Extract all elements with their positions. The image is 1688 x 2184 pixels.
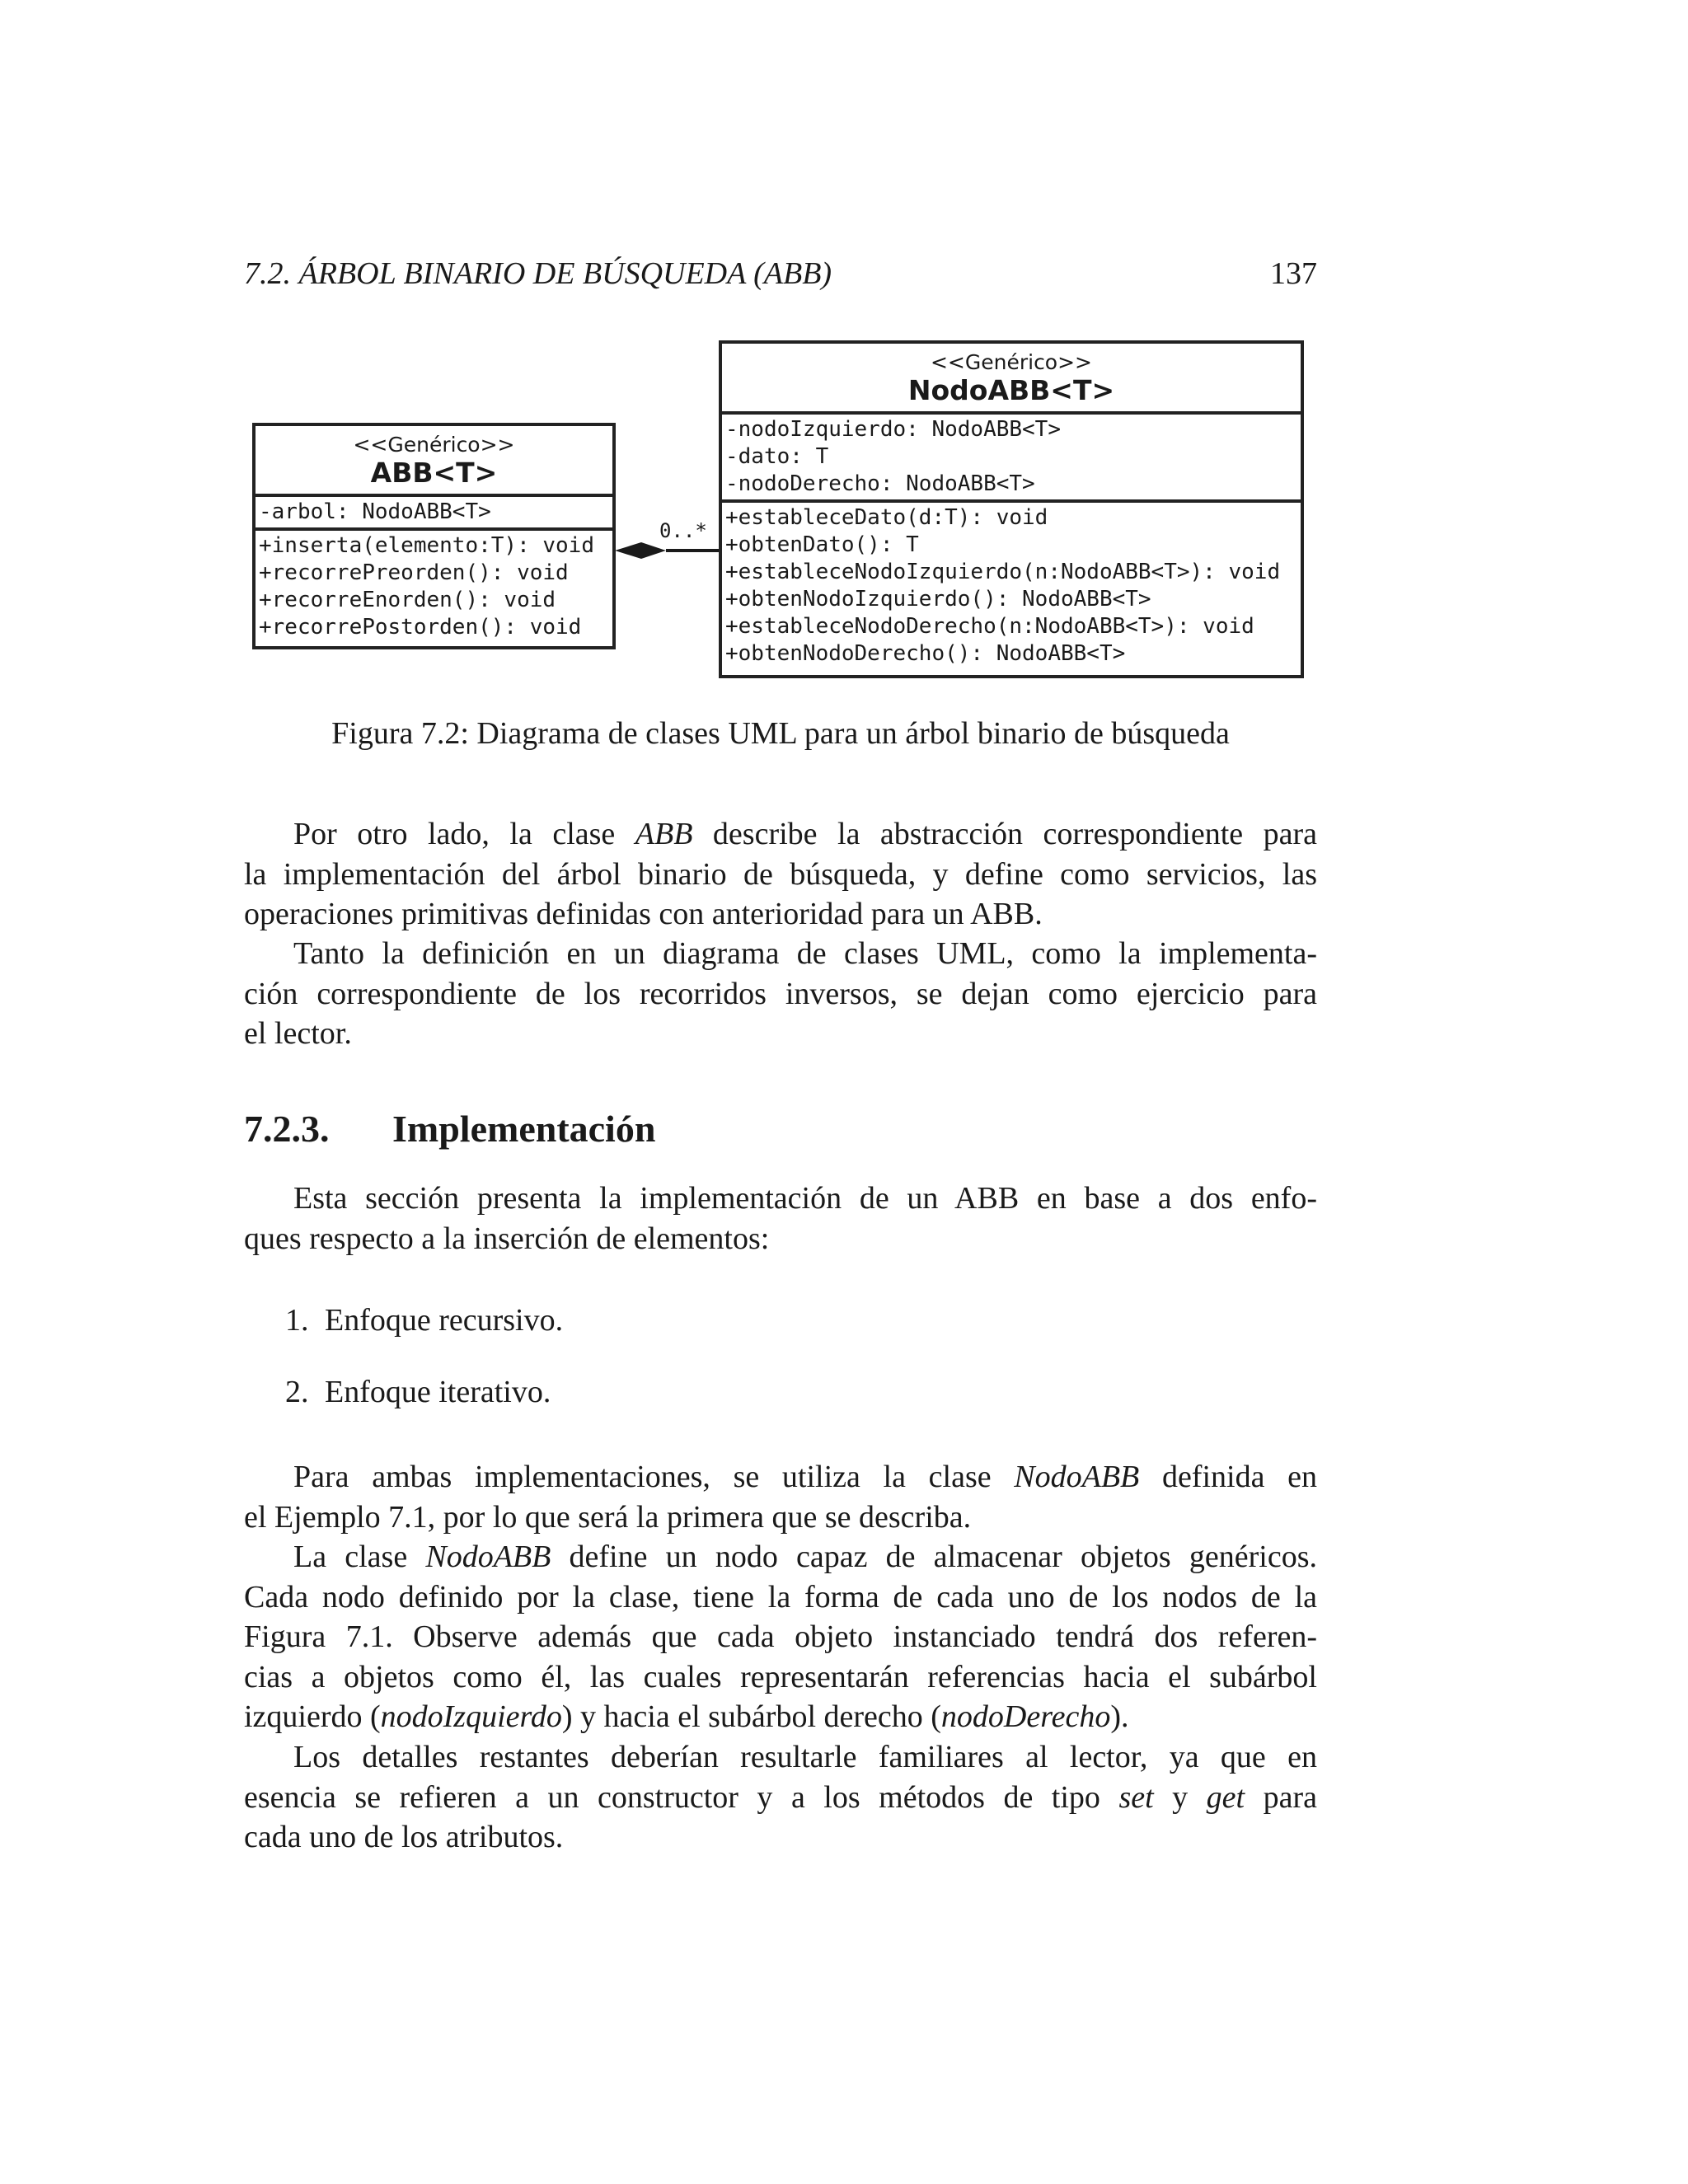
text-line: operaciones primitivas definidas con anterioridad para un ABB. xyxy=(244,897,1043,931)
attribute: -arbol: NodoABB<T> xyxy=(259,499,491,524)
text-line: izquierdo (nodoIzquierdo) y hacia el subárbol derecho (nodoDerecho). xyxy=(244,1699,1129,1734)
methods-section xyxy=(722,503,1301,669)
text-line: el lector. xyxy=(244,1016,352,1051)
text-line: esencia se refieren a un constructor y a los métodos de tipo set y get para xyxy=(244,1779,1318,1815)
text-line: Figura 7.1. Observe además que cada objeto instanciado tendrá dos referen- xyxy=(244,1619,1317,1654)
class-name: ABB<T> xyxy=(370,457,498,489)
uml-class-abb xyxy=(252,423,616,649)
page-number: 137 xyxy=(1270,256,1317,291)
method: +recorrePreorden(): void xyxy=(259,560,569,585)
section-title: Implementación xyxy=(392,1108,656,1150)
text-line: el Ejemplo 7.1, por lo que será la primera que se describa. xyxy=(244,1499,972,1535)
uml-class-header xyxy=(722,344,1301,415)
method: +obtenNodoIzquierdo(): NodoABB<T> xyxy=(725,587,1151,612)
method: +recorreEnorden(): void xyxy=(259,588,556,612)
text-line: ques respecto a la inserción de elementos: xyxy=(244,1221,770,1256)
stereotype-label: <<Genérico>> xyxy=(930,350,1093,374)
attribute: -nodoDerecho: NodoABB<T> xyxy=(725,471,1035,496)
attribute: -dato: T xyxy=(725,444,829,469)
uml-class-nodoabb xyxy=(719,340,1304,678)
paragraph xyxy=(244,814,1317,935)
figure-caption: Figura 7.2: Diagrama de clases UML para un árbol binario de búsqueda xyxy=(331,716,1230,751)
text-line: Para ambas implementaciones, se utiliza la clase NodoABB definida en xyxy=(293,1460,1317,1494)
paragraph xyxy=(244,1457,1317,1537)
methods-section xyxy=(256,531,612,643)
attribute: -nodoIzquierdo: NodoABB<T> xyxy=(725,417,1061,442)
text-line: la implementación del árbol binario de búsqueda, y define como servicios, las xyxy=(244,856,1317,892)
method: +obtenNodoDerecho(): NodoABB<T> xyxy=(725,641,1126,666)
paragraph xyxy=(244,1737,1317,1858)
attributes-section xyxy=(256,497,612,531)
section-number: 7.2.3. xyxy=(244,1108,330,1150)
uml-class-header xyxy=(256,426,612,497)
text-line: La clase NodoABB define un nodo capaz de almacenar objetos genéricos. xyxy=(293,1540,1317,1574)
composition-diamond-icon xyxy=(615,542,666,559)
text-line: cada uno de los atributos. xyxy=(244,1820,564,1854)
method: +obtenDato(): T xyxy=(725,532,919,557)
method: +inserta(elemento:T): void xyxy=(259,533,594,558)
multiplicity-label: 0..* xyxy=(659,519,707,542)
method: +recorrePostorden(): void xyxy=(259,615,582,640)
text-line: Tanto la definición en un diagrama de clases UML, como la implementa- xyxy=(293,936,1317,971)
stereotype-label: <<Genérico>> xyxy=(353,433,515,457)
text-line: Cada nodo definido por la clase, tiene la forma de cada uno de los nodos de la xyxy=(244,1579,1317,1615)
method: +estableceNodoIzquierdo(n:NodoABB<T>): void xyxy=(725,560,1281,584)
section-heading xyxy=(244,1107,655,1151)
text-line: cias a objetos como él, las cuales representarán referencias hacia el subárbol xyxy=(244,1659,1317,1694)
class-name: NodoABB<T> xyxy=(907,374,1115,406)
paragraph xyxy=(244,1537,1317,1737)
paragraph xyxy=(244,934,1317,1054)
list-item: 2. Enfoque iterativo. xyxy=(285,1375,551,1409)
composition-association xyxy=(610,519,725,585)
header-title: 7.2. ÁRBOL BINARIO DE BÚSQUEDA (ABB) xyxy=(244,256,832,291)
text-line: Esta sección presenta la implementación de un ABB en base a dos enfo- xyxy=(293,1181,1317,1216)
text-line: ción correspondiente de los recorridos inversos, se dejan como ejercicio para xyxy=(244,976,1317,1011)
method: +estableceDato(d:T): void xyxy=(725,505,1048,530)
text-line: Por otro lado, la clase ABB describe la abstracción correspondiente para xyxy=(293,817,1318,851)
attributes-section xyxy=(722,415,1301,503)
running-header xyxy=(244,255,1317,292)
paragraph xyxy=(244,1179,1317,1258)
list-item: 1. Enfoque recursivo. xyxy=(285,1303,564,1338)
method: +estableceNodoDerecho(n:NodoABB<T>): void xyxy=(725,614,1254,639)
text-line: Los detalles restantes deberían resultarle familiares al lector, ya que en xyxy=(293,1740,1317,1774)
